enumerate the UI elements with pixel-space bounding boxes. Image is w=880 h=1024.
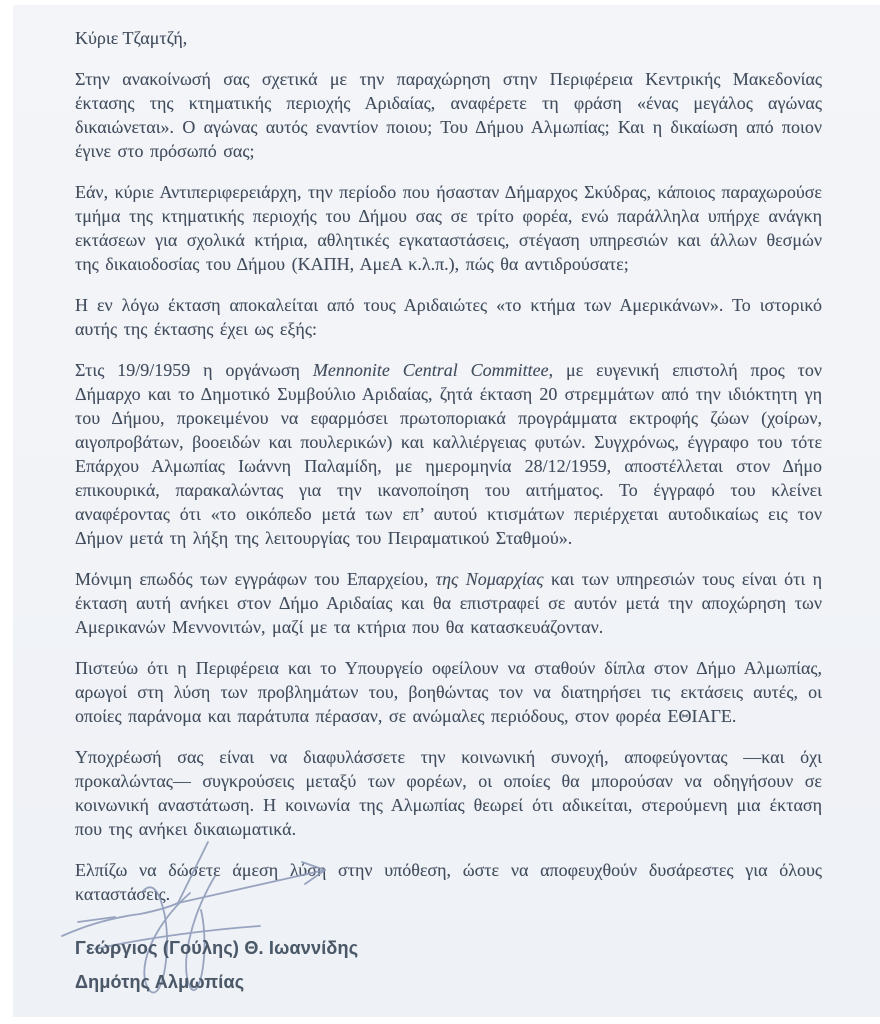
letter-paragraph: Η εν λόγω έκταση αποκαλείται από τους Αριδαιώτες «το κτήμα των Αμερικάνων». Το ιστορικό αυτής της έκτασης έχει ως εξής: (75, 295, 822, 339)
letter-paragraph: Μόνιμη επωδός των εγγράφων του Επαρχείου, της Νομαρχίας και των υπηρεσιών τους είναι ότι η έκταση αυτή ανήκει στον Δήμο Αριδαίας και θα επιστραφεί σε αυτόν μετά την αποχώρηση των Αμερικανών Μεννονιτών, μαζί με τα κτήρια που θα κατασκευάζονταν. (75, 569, 822, 637)
letter-paragraph: Στην ανακοίνωσή σας σχετικά με την παραχώρηση στην Περιφέρεια Κεντρικής Μακεδονίας έκτασης της κτηματικής περιοχής Αριδαίας, αναφέρετε τη φράση «ένας μεγάλος αγώνας δικαιώνεται». Ο αγώνας αυτός εναντίον ποιου; Του Δήμου Αλμωπίας; Και η δικαίωση από ποιον έγινε στο πρόσωπό σας; (75, 69, 822, 161)
letter-paragraph: Ελπίζω να δώσετε άμεση λύση στην υπόθεση, ώστε να αποφευχθούν δυσάρεστες για όλους καταστάσεις. (75, 860, 822, 904)
signer-title: Δημότης Αλμωπίας (75, 972, 245, 992)
letter-body (75, 26, 822, 923)
salutation: Κύριε Τζαμτζή, (75, 28, 188, 48)
signer-name: Γεώργιος (Γούλης) Θ. Ιωαννίδης (75, 938, 359, 958)
letter-paragraph: Υποχρέωσή σας είναι να διαφυλάσσετε την κοινωνική συνοχή, αποφεύγοντας —και όχι προκαλώντας— συγκρούσεις μεταξύ των φορέων, οι οποίες θα μπορούσαν να οδηγήσουν σε κοινωνική αναστάτωση. Η κοινωνία της Αλμωπίας θεωρεί ότι αδικείται, στερούμενη μια έκταση που της ανήκει δικαιωματικά. (75, 747, 822, 839)
letter-paragraph: Πιστεύω ότι η Περιφέρεια και το Υπουργείο οφείλουν να σταθούν δίπλα στον Δήμο Αλμωπίας, αρωγοί στη λύση των προβλημάτων του, βοηθώντας τον να διατηρήσει τις εκτάσεις αυτές, οι οποίες παράνομα και παράτυπα πέρασαν, σε ανώμαλες περιόδους, στον φορέα ΕΘΙΑΓΕ. (75, 658, 822, 726)
letter-paragraph: Εάν, κύριε Αντιπεριφερειάρχη, την περίοδο που ήσασταν Δήμαρχος Σκύδρας, κάποιος παραχωρούσε τμήμα της κτηματικής περιοχής του Δήμου σας σε τρίτο φορέα, ενώ παράλληλα υπήρχε ανάγκη εκτάσεων για σχολικά κτήρια, αθλητικές εγκαταστάσεις, στέγαση υπηρεσιών και άλλων θεσμών της δικαιοδοσίας του Δήμου (ΚΑΠΗ, ΑμεΑ κ.λ.π.), πώς θα αντιδρούσατε; (75, 182, 822, 274)
letter-paragraph: Στις 19/9/1959 η οργάνωση Mennonite Central Committee, με ευγενική επιστολή προς τον Δήμαρχο και το Δημοτικό Συμβούλιο Αριδαίας, ζητά έκταση 20 στρεμμάτων από την ιδιόκτητη γη του Δήμου, προκειμένου να εφαρμόσει πρωτοποριακά προγράμματα εκτροφής ζώων (χοίρων, αιγοπροβάτων, βοοειδών και πουλερικών) και καλλιέργειας φυτών. Συγχρόνως, έγγραφο του τότε Επάρχου Αλμωπίας Ιωάννη Παλαμίδη, με ημερομηνία 28/12/1959, αποστέλλεται στον Δήμο επικουρικά, παρακαλώντας για την ικανοποίηση του αιτήματος. Το έγγραφό του κλείνει αναφέροντας ότι «το οικόπεδο μετά των επ’ αυτού κτισμάτων περιέρχεται αυτοδικαίως εις τον Δήμον μετά τη λήξη της λειτουργίας του Πειραματικού Σταθμού». (75, 360, 823, 548)
signoff-block (75, 938, 358, 993)
